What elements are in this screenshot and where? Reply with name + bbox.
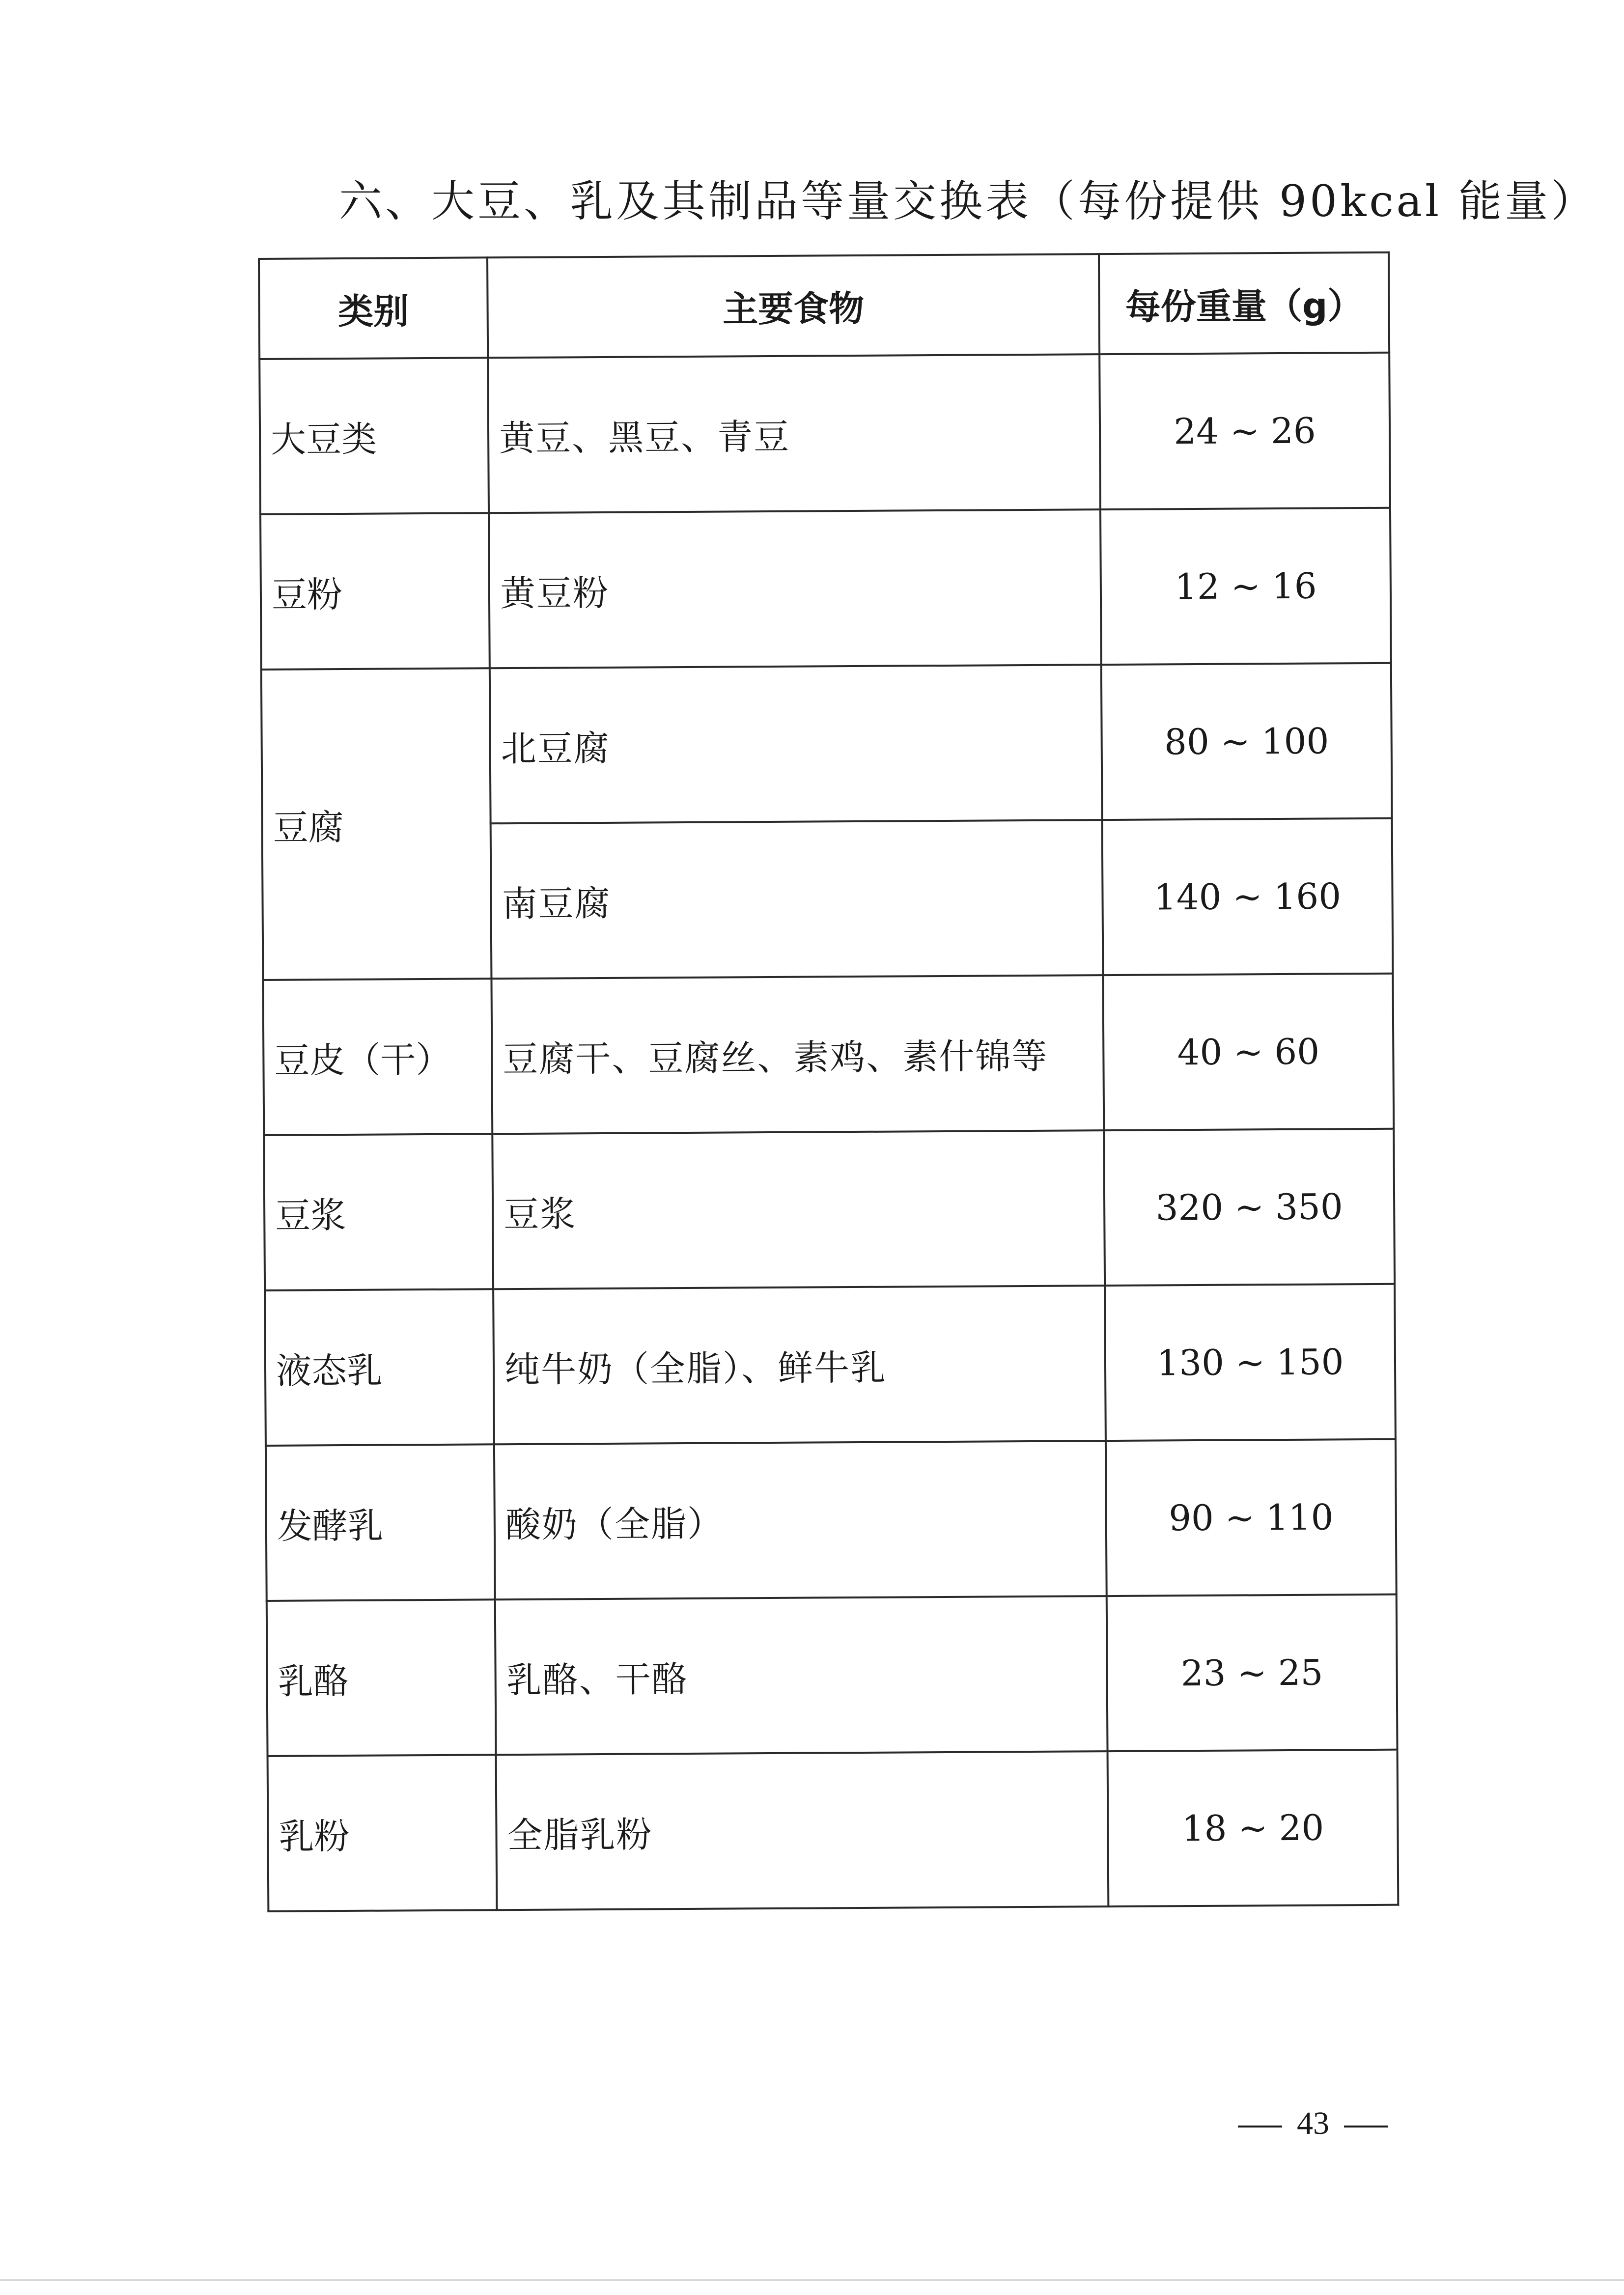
- dash-right: [1344, 2126, 1388, 2127]
- category-cell: 液态乳: [265, 1289, 494, 1446]
- category-cell: 大豆类: [259, 358, 489, 514]
- category-cell: 豆粉: [260, 513, 490, 670]
- food-cell: 全脂乳粉: [496, 1751, 1109, 1910]
- food-cell: 黄豆、黑豆、青豆: [488, 354, 1100, 513]
- category-cell: 豆腐: [261, 668, 492, 980]
- food-cell: 黄豆粉: [489, 509, 1101, 668]
- page-number-value: 43: [1297, 2105, 1329, 2141]
- weight-cell: 130 ~ 150: [1105, 1284, 1396, 1441]
- food-cell: 酸奶（全脂）: [494, 1441, 1107, 1599]
- food-cell: 纯牛奶（全脂）、鲜牛乳: [493, 1286, 1106, 1444]
- scan-edge-line: [0, 2279, 1624, 2281]
- table-row: [264, 1129, 1395, 1290]
- exchange-table: [258, 252, 1399, 1912]
- weight-cell: 40 ~ 60: [1103, 974, 1394, 1130]
- table-row: [267, 1595, 1398, 1756]
- table-row: [259, 353, 1390, 514]
- table-row: [268, 1750, 1399, 1911]
- weight-cell: 140 ~ 160: [1102, 818, 1393, 975]
- table-row: [265, 1284, 1396, 1446]
- header-category: 类别: [259, 257, 488, 359]
- category-cell: 豆浆: [264, 1134, 493, 1290]
- table-row: [263, 974, 1394, 1135]
- table-row: [260, 508, 1391, 670]
- table-header-row: [259, 252, 1389, 359]
- weight-cell: 12 ~ 16: [1100, 508, 1391, 665]
- weight-cell: 24 ~ 26: [1099, 353, 1390, 509]
- dash-left: [1238, 2126, 1282, 2127]
- header-main-food: 主要食物: [487, 254, 1099, 358]
- weight-cell: 90 ~ 110: [1106, 1439, 1397, 1596]
- page-number: [1223, 2105, 1403, 2142]
- weight-cell: 18 ~ 20: [1108, 1750, 1399, 1906]
- food-cell: 北豆腐: [490, 665, 1102, 823]
- category-cell: 乳粉: [268, 1755, 497, 1911]
- category-cell: 发酵乳: [266, 1444, 495, 1601]
- page-title: 六、大豆、乳及其制品等量交换表（每份提供 90kcal 能量）: [339, 176, 1597, 226]
- category-cell: 乳酪: [267, 1599, 496, 1756]
- weight-cell: 320 ~ 350: [1104, 1129, 1395, 1286]
- weight-cell: 80 ~ 100: [1101, 663, 1392, 820]
- food-cell: 豆浆: [492, 1130, 1105, 1289]
- table-row: [266, 1439, 1397, 1601]
- category-cell: 豆皮（干）: [263, 979, 492, 1135]
- food-cell: 南豆腐: [491, 820, 1103, 979]
- food-cell: 豆腐干、豆腐丝、素鸡、素什锦等: [491, 975, 1104, 1134]
- weight-cell: 23 ~ 25: [1107, 1595, 1398, 1751]
- table-row: [261, 663, 1392, 825]
- food-cell: 乳酪、干酪: [495, 1596, 1108, 1755]
- header-weight: 每份重量（g）: [1099, 252, 1389, 354]
